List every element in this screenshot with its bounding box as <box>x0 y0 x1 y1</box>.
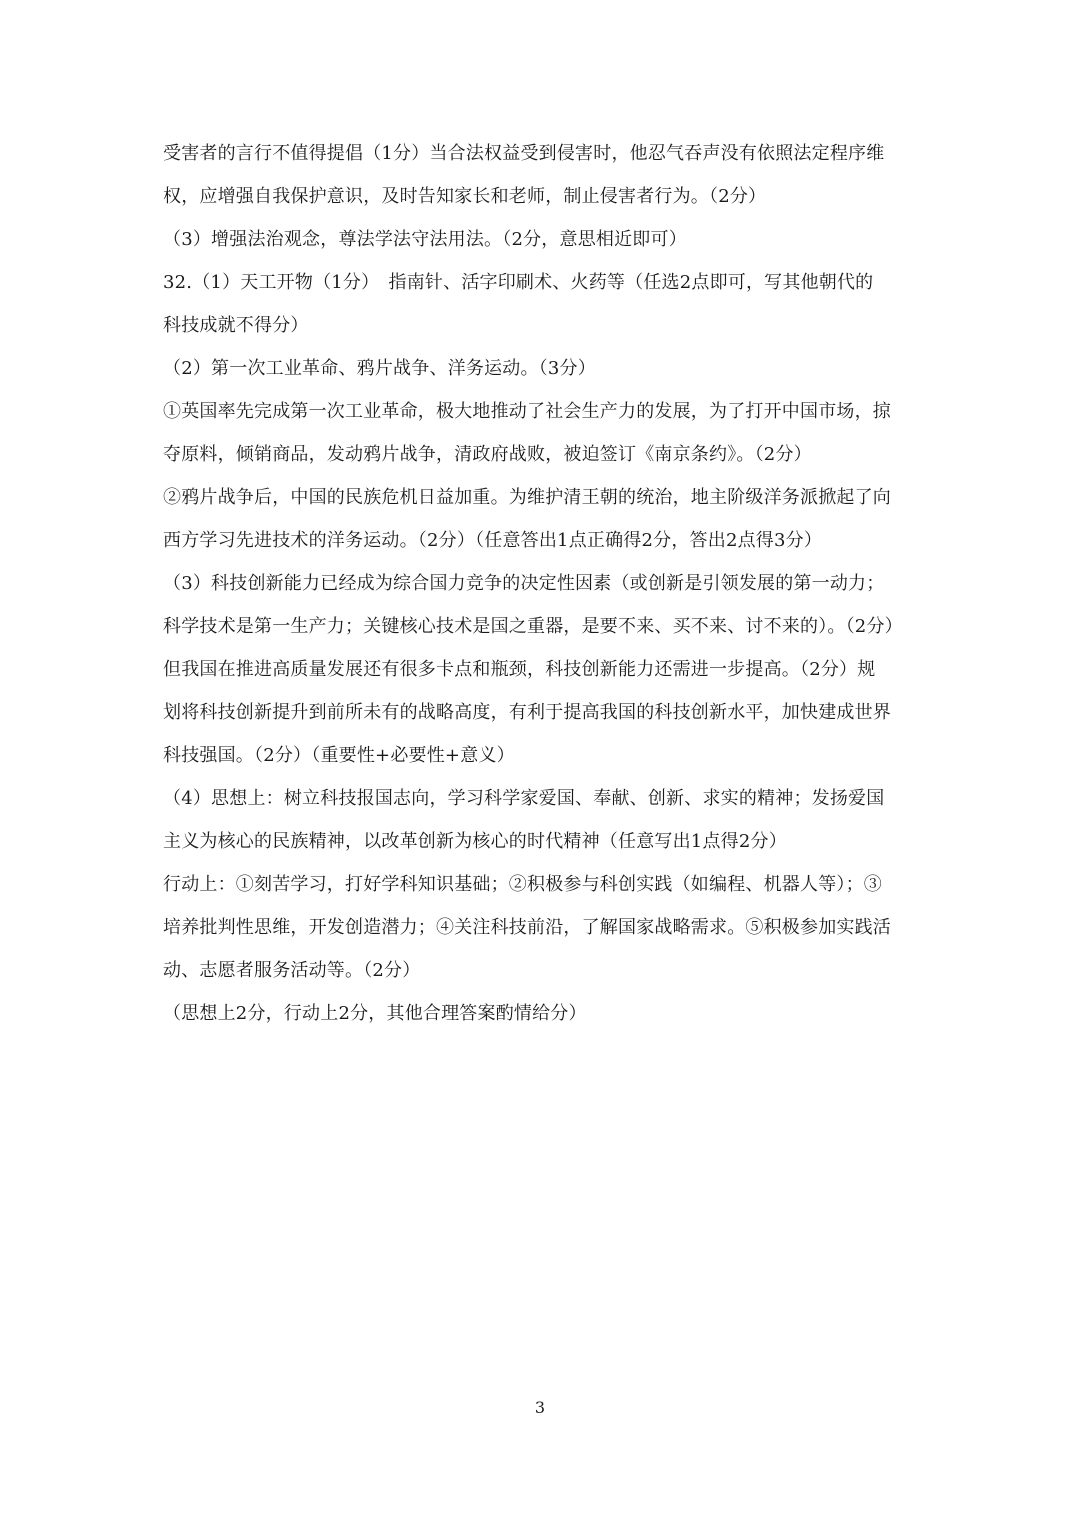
text-line: 但我国在推进高质量发展还有很多卡点和瓶颈，科技创新能力还需进一步提高。（2分）规 <box>163 659 876 680</box>
text-line: 西方学习先进技术的洋务运动。（2分）（任意答出1点正确得2分，答出2点得3分） <box>163 530 823 551</box>
text-line: 动、志愿者服务活动等。（2分） <box>163 960 421 981</box>
answer-text-block <box>163 132 923 1035</box>
text-line: 32.（1）天工开物（1分） 指南针、活字印刷术、火药等（任选2点即可，写其他朝代的 <box>163 272 874 293</box>
text-line: 主义为核心的民族精神，以改革创新为核心的时代精神（任意写出1点得2分） <box>163 831 787 852</box>
text-line: （3）增强法治观念，尊法学法守法用法。（2分，意思相近即可） <box>163 229 687 250</box>
text-line: 培养批判性思维，开发创造潜力；④关注科技前沿，了解国家战略需求。⑤积极参加实践活 <box>163 917 891 938</box>
text-line: 权，应增强自我保护意识，及时告知家长和老师，制止侵害者行为。（2分） <box>163 186 767 207</box>
text-line: （3）科技创新能力已经成为综合国力竞争的决定性因素（或创新是引领发展的第一动力； <box>163 573 885 594</box>
text-line: ②鸦片战争后，中国的民族危机日益加重。为维护清王朝的统治，地主阶级洋务派掀起了向 <box>163 487 891 508</box>
text-line: （思想上2分，行动上2分，其他合理答案酌情给分） <box>163 1003 587 1024</box>
text-line: 行动上：①刻苦学习，打好学科知识基础；②积极参与科创实践（如编程、机器人等）；③ <box>163 874 882 895</box>
text-line: 科学技术是第一生产力；关键核心技术是国之重器，是要不来、买不来、讨不来的）。（2分） <box>163 616 903 637</box>
text-line: 科技成就不得分） <box>163 315 309 336</box>
text-line: 夺原料，倾销商品，发动鸦片战争，清政府战败，被迫签订《南京条约》。（2分） <box>163 444 812 465</box>
text-line: 科技强国。（2分）（重要性+必要性+意义） <box>163 745 515 766</box>
page-number: 3 <box>534 1398 546 1417</box>
text-line: ①英国率先完成第一次工业革命，极大地推动了社会生产力的发展，为了打开中国市场，掠 <box>163 401 891 422</box>
text-line: 受害者的言行不值得提倡（1分）当合法权益受到侵害时，他忍气吞声没有依照法定程序维 <box>163 143 885 164</box>
text-line: （4）思想上：树立科技报国志向，学习科学家爱国、奉献、创新、求实的精神；发扬爱国 <box>163 788 885 809</box>
text-line: （2）第一次工业革命、鸦片战争、洋务运动。（3分） <box>163 358 596 379</box>
text-line: 划将科技创新提升到前所未有的战略高度，有利于提高我国的科技创新水平，加快建成世界 <box>163 702 891 723</box>
